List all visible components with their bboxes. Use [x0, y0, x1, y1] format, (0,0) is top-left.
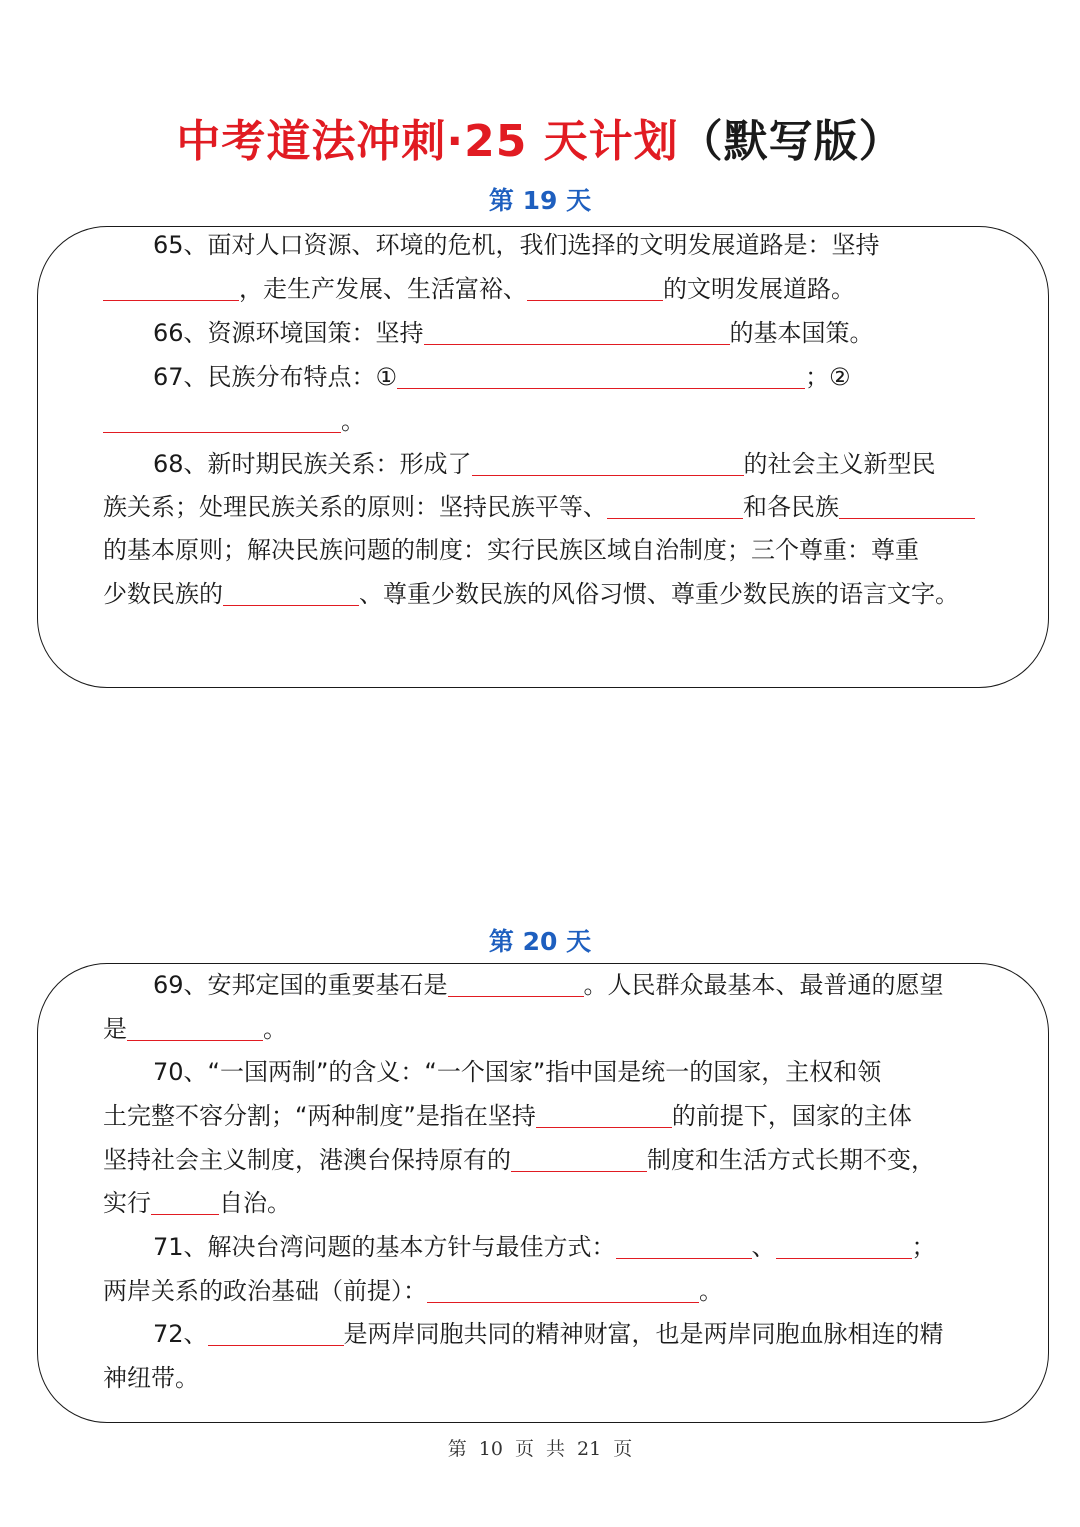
q66-line: 66、资源环境国策：坚持 的基本国策。	[153, 319, 874, 347]
q68-line-3: 的基本原则；解决民族问题的制度：实行民族区域自治制度；三个尊重：尊重	[103, 536, 919, 564]
fill-blank[interactable]	[616, 1232, 752, 1259]
fill-blank[interactable]	[103, 406, 341, 433]
fill-blank[interactable]	[427, 1276, 699, 1303]
fill-blank[interactable]	[527, 274, 663, 301]
fill-blank[interactable]	[151, 1188, 219, 1215]
fill-blank[interactable]	[839, 492, 975, 519]
q71-line-2: 两岸关系的政治基础（前提）： 。	[103, 1277, 723, 1305]
page-title	[0, 112, 1080, 172]
fill-blank[interactable]	[607, 492, 743, 519]
fill-blank[interactable]	[424, 318, 730, 345]
q70-line-3: 坚持社会主义制度，港澳台保持原有的 制度和生活方式长期不变，	[103, 1146, 935, 1174]
fill-blank[interactable]	[208, 1319, 344, 1346]
title-edition: （默写版）	[678, 116, 904, 167]
q72-line-2: 神纽带。	[103, 1364, 199, 1392]
fill-blank[interactable]	[448, 970, 584, 997]
q69-line-2: 是 。	[103, 1015, 287, 1043]
day-19-label: 第 19 天	[488, 186, 592, 215]
fill-blank[interactable]	[397, 362, 805, 389]
q70-line-4: 实行 自治。	[103, 1189, 291, 1217]
q68-line-1: 68、新时期民族关系：形成了 的社会主义新型民	[153, 450, 936, 478]
title-main: 中考道法冲刺·25 天计划	[176, 116, 679, 167]
fill-blank[interactable]	[472, 449, 744, 476]
q68-line-2: 族关系；处理民族关系的原则：坚持民族平等、 和各民族	[103, 492, 983, 522]
fill-blank[interactable]	[127, 1014, 263, 1041]
q70-line-2: 土完整不容分割；“两种制度”是指在坚持 的前提下，国家的主体	[103, 1102, 912, 1130]
day-20-label: 第 20 天	[488, 927, 592, 956]
q69-line-1: 69、安邦定国的重要基石是 。人民群众最基本、最普通的愿望	[153, 971, 944, 999]
fill-blank[interactable]	[511, 1145, 647, 1172]
fill-blank[interactable]	[103, 274, 239, 301]
fill-blank[interactable]	[776, 1232, 912, 1259]
q70-line-1: 70、“一国两制”的含义：“一个国家”指中国是统一的国家，主权和领	[153, 1058, 882, 1086]
q68-line-4: 少数民族的 、尊重少数民族的风俗习惯、尊重少数民族的语言文字。	[103, 580, 959, 608]
q67-line-2: 。	[103, 406, 983, 436]
q65-line-2: ，走生产发展、生活富裕、 的文明发展道路。	[103, 274, 983, 304]
q71-line-1: 71、解决台湾问题的基本方针与最佳方式： 、 ；	[153, 1233, 936, 1261]
page-footer: 第 10 页 共 21 页	[447, 1438, 633, 1460]
q67-line-1: 67、民族分布特点：① ；②	[153, 363, 851, 391]
q72-line-1: 72、 是两岸同胞共同的精神财富，也是两岸同胞血脉相连的精	[153, 1320, 944, 1348]
q65-line-1: 65、面对人口资源、环境的危机，我们选择的文明发展道路是：坚持	[153, 231, 880, 259]
fill-blank[interactable]	[223, 579, 359, 606]
fill-blank[interactable]	[536, 1101, 672, 1128]
